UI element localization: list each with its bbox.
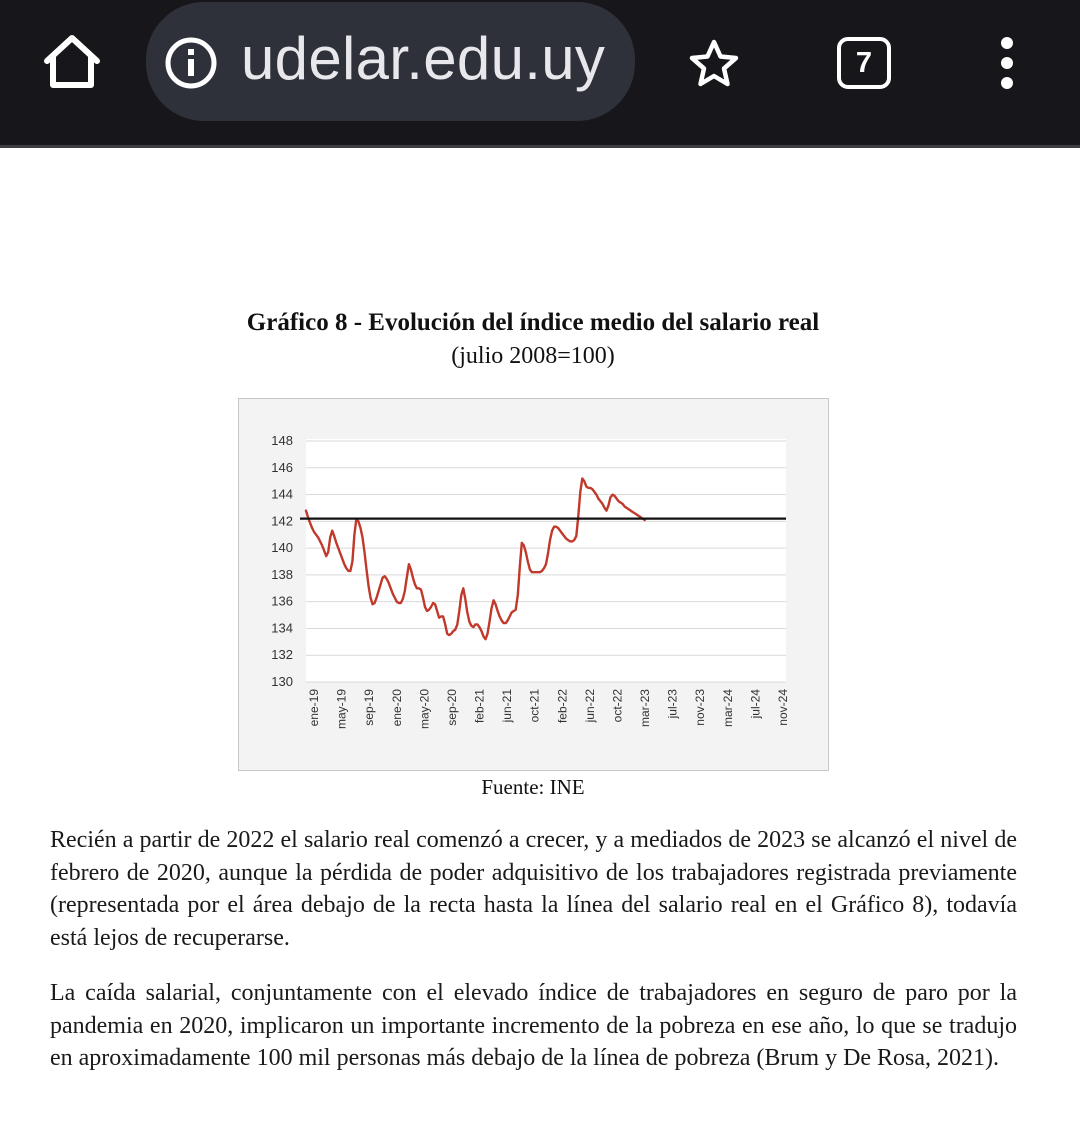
x-tick-label: jun-21 — [500, 689, 515, 723]
x-tick-label: oct-21 — [527, 689, 542, 723]
tab-switcher-button[interactable] — [837, 37, 891, 89]
more-vert-icon — [992, 34, 1022, 92]
y-tick-label: 132 — [271, 647, 293, 663]
x-tick-label: oct-22 — [610, 689, 625, 723]
tab-count: 7 — [855, 47, 873, 79]
more-menu-button[interactable] — [992, 34, 1022, 92]
x-tick-label: jul-24 — [748, 689, 763, 719]
y-tick-label: 148 — [271, 433, 293, 448]
y-tick-label: 146 — [271, 459, 293, 475]
toolbar-divider — [0, 145, 1080, 148]
y-tick-label: 144 — [271, 486, 293, 502]
browser-toolbar — [0, 0, 1080, 145]
salary-index-chart — [239, 399, 828, 770]
y-tick-label: 134 — [271, 620, 293, 636]
x-tick-label: mar-24 — [720, 689, 735, 728]
x-tick-label: mar-23 — [638, 689, 653, 728]
y-tick-label: 140 — [271, 540, 293, 556]
address-bar[interactable] — [146, 2, 635, 121]
y-tick-label: 138 — [271, 566, 293, 582]
figure-title: Gráfico 8 - Evolución del índice medio del salario real — [246, 309, 820, 336]
home-icon — [40, 30, 104, 94]
x-tick-label: jun-22 — [582, 689, 597, 723]
home-button[interactable] — [40, 30, 104, 94]
x-tick-label: ene-19 — [307, 689, 321, 727]
x-tick-label: nov-24 — [776, 689, 790, 726]
chart-container — [238, 398, 829, 771]
x-tick-label: may-20 — [417, 689, 432, 730]
x-tick-label: feb-21 — [472, 689, 487, 724]
x-tick-label: feb-22 — [555, 689, 570, 724]
info-icon[interactable] — [164, 36, 218, 90]
y-tick-label: 142 — [271, 513, 293, 529]
figure-source: Fuente: INE — [481, 775, 585, 799]
figure-subtitle: (julio 2008=100) — [451, 343, 615, 369]
x-tick-label: sep-20 — [444, 689, 459, 726]
x-tick-label: ene-20 — [389, 689, 404, 727]
x-tick-label: nov-23 — [693, 689, 708, 726]
y-tick-label: 130 — [271, 674, 293, 689]
paragraph-2: La caída salarial, conjuntamente con el elevado índice de trabajadores en seguro de paro por la pandemia en 2020, implicaron un importante incremento de la pobreza en ese año, lo que se tradujo en aproximadamente 100 mil personas más debajo de la línea de pobreza (Brum y De Rosa, 2021). — [50, 980, 1017, 1071]
star-icon — [688, 38, 740, 90]
bookmark-button[interactable] — [688, 38, 740, 90]
y-tick-label: 136 — [271, 593, 293, 609]
url-text[interactable]: udelar.edu.uy — [241, 25, 606, 92]
x-tick-label: may-19 — [334, 689, 349, 730]
x-tick-label: jul-23 — [665, 689, 680, 719]
x-tick-label: sep-19 — [362, 689, 377, 726]
paragraph-1: Recién a partir de 2022 el salario real comenzó a crecer, y a mediados de 2023 se alcanzó el nivel de febrero de 2020, aunque la pérdida de poder adquisitivo de los trabajadores registrada previamente (representada por el área debajo de la recta hasta la línea del salario real en el Gráfico 8), todavía está lejos de recuperarse. — [50, 827, 1017, 951]
